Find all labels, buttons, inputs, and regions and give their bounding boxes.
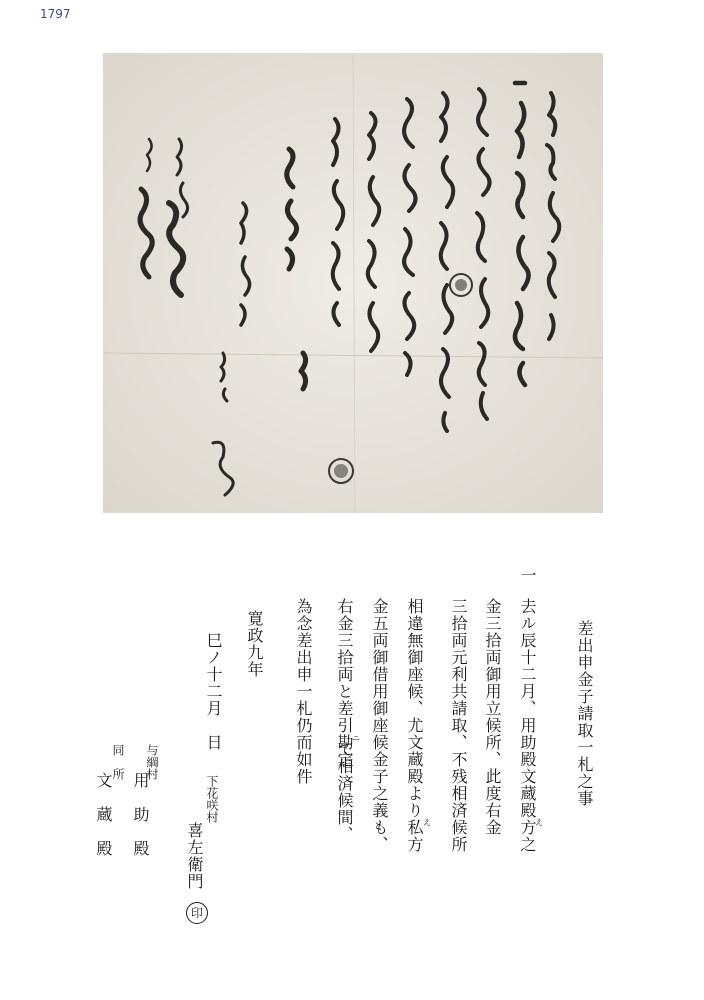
seal-mark: 印 xyxy=(186,902,208,924)
body-line-7: 為念差出申一札仍而如件 xyxy=(294,598,313,785)
body-line-3: 三拾両元利共請取、不残相済候所 xyxy=(449,598,468,853)
page-number: 1797 xyxy=(40,7,71,21)
body-line-2: 金三拾両御用立候所、此度右金 xyxy=(483,598,502,836)
recipient-2-name: 文 蔵 殿 xyxy=(94,772,113,857)
body-line-4: 相違無御座候、尤文蔵殿より私方 xyxy=(405,598,424,853)
body-line-6-suffix: て相済候間、 xyxy=(335,741,354,843)
recipient-1-name: 用 助 殿 xyxy=(131,772,150,857)
sender-name: 喜左衛門 xyxy=(185,822,204,890)
document-title: 差出申金子請取一札之事 xyxy=(575,620,594,807)
era-year: 寛政九年 xyxy=(245,610,264,678)
item-mark: 一 xyxy=(518,567,537,584)
manuscript-brush-strokes xyxy=(103,53,603,513)
recipient-2-village: 同 所 xyxy=(111,744,125,780)
ruby-ni: ニ xyxy=(352,734,360,743)
sender-village: 下花咲村 xyxy=(205,775,219,823)
body-line-1: 去ル辰十二月、用助殿文蔵殿方之 xyxy=(518,598,537,853)
ruby-e-2: え xyxy=(423,818,431,827)
recipient-1-village: 与綱村 xyxy=(145,744,159,780)
ruby-e-1: え xyxy=(535,818,543,827)
body-line-6: 右金三拾両と差引勘定 xyxy=(335,598,354,768)
body-line-5: 金五両御借用御座候金子之義も、 xyxy=(370,598,389,853)
manuscript-photo xyxy=(103,53,603,513)
document-date: 巳ノ十二月 日 xyxy=(204,632,223,751)
